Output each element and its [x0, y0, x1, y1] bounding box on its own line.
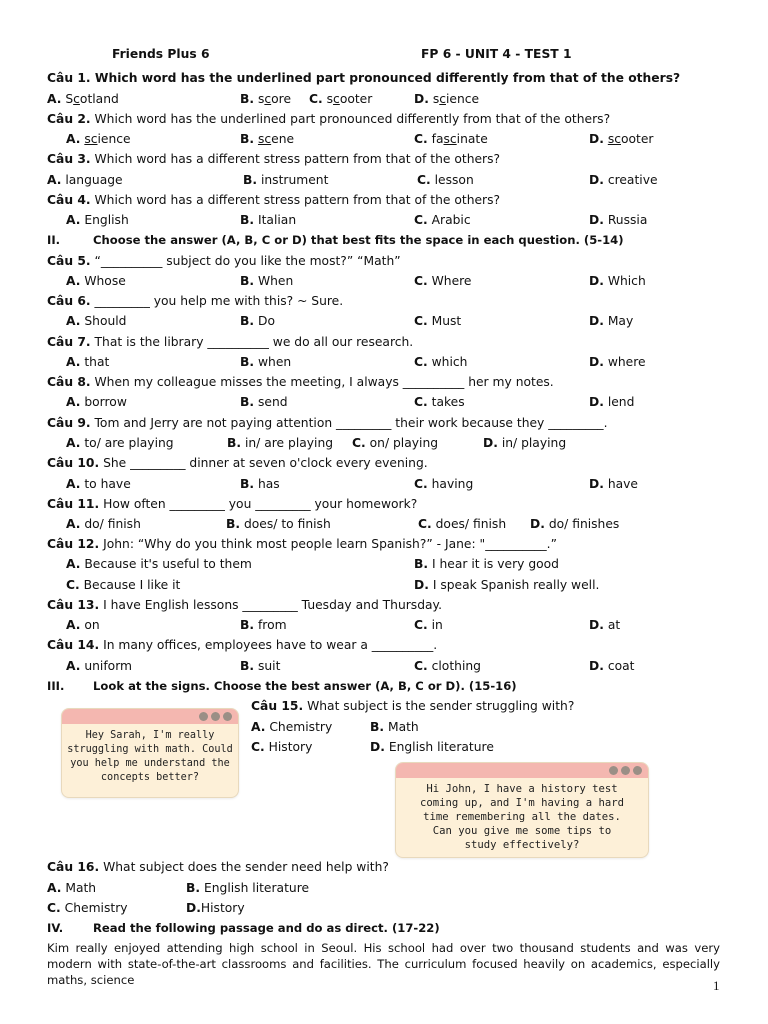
section-2-number: II.: [47, 233, 61, 247]
message-sign-1: [61, 708, 239, 798]
q5-option-c: C. Where: [414, 274, 472, 288]
q4-option-c: C. Arabic: [414, 213, 471, 227]
close-icon: [633, 766, 642, 775]
q3-option-d: D. creative: [589, 173, 658, 187]
question-1: Câu 1. Which word has the underlined part pronounced differently from that of the others?: [47, 71, 681, 85]
q2-option-b: B. scene: [240, 132, 295, 146]
q7-option-c: C. which: [414, 355, 468, 369]
page-number: 1: [713, 978, 720, 993]
q11-option-a: A. do/ finish: [66, 517, 141, 531]
q15-option-c: C. History: [251, 740, 313, 754]
q13-option-b: B. from: [240, 618, 287, 632]
q11-option-d: D. do/ finishes: [530, 517, 620, 531]
close-icon: [223, 712, 232, 721]
section-4-number: IV.: [47, 921, 64, 935]
q1-option-a: A. Scotland: [47, 92, 119, 106]
q1-option-c: C. scooter: [309, 92, 373, 106]
q13-option-a: A. on: [66, 618, 100, 632]
q8-option-a: A. borrow: [66, 395, 127, 409]
q1-option-d: D. science: [414, 92, 480, 106]
q16-option-d: D.History: [186, 901, 245, 915]
q9-option-a: A. to/ are playing: [66, 436, 174, 450]
q6-option-a: A. Should: [66, 314, 127, 328]
q2-option-d: D. scooter: [589, 132, 654, 146]
question-8: Câu 8. When my colleague misses the meeting, I always __________ her my notes.: [47, 375, 554, 389]
section-2-heading: Choose the answer (A, B, C or D) that best fits the space in each question. (5-14): [93, 233, 624, 247]
q5-option-d: D. Which: [589, 274, 646, 288]
question-16: Câu 16. What subject does the sender need help with?: [47, 860, 389, 874]
q16-option-a: A. Math: [47, 881, 97, 895]
question-12: Câu 12. John: “Why do you think most people learn Spanish?” - Jane: "__________.”: [47, 537, 557, 551]
question-3: Câu 3. Which word has a different stress pattern from that of the others?: [47, 152, 501, 166]
q15-option-b: B. Math: [370, 720, 419, 734]
question-11: Câu 11. How often _________ you _________ your homework?: [47, 497, 418, 511]
q10-option-d: D. have: [589, 477, 638, 491]
q10-option-c: C. having: [414, 477, 474, 491]
q8-option-c: C. takes: [414, 395, 465, 409]
q7-option-d: D. where: [589, 355, 646, 369]
q16-option-c: C. Chemistry: [47, 901, 128, 915]
question-2: Câu 2. Which word has the underlined part pronounced differently from that of the others?: [47, 112, 611, 126]
q6-option-d: D. May: [589, 314, 634, 328]
q10-option-a: A. to have: [66, 477, 131, 491]
q12-option-d: D. I speak Spanish really well.: [414, 578, 600, 592]
q8-option-b: B. send: [240, 395, 288, 409]
q6-option-b: B. Do: [240, 314, 275, 328]
minimize-icon: [199, 712, 208, 721]
maximize-icon: [621, 766, 630, 775]
question-10: Câu 10. She _________ dinner at seven o'clock every evening.: [47, 456, 428, 470]
q2-option-a: A. science: [66, 132, 131, 146]
reading-passage: Kim really enjoyed attending high school in Seoul. His school had over two thousand students and was very modern with state-of-the-art classrooms and facilities. The curriculum focused heavily on academics, especially maths, science: [47, 941, 720, 987]
q13-option-d: D. at: [589, 618, 621, 632]
q14-option-c: C. clothing: [414, 659, 481, 673]
q3-option-b: B. instrument: [243, 173, 329, 187]
q12-option-b: B. I hear it is very good: [414, 557, 559, 571]
note-message: Hi John, I have a history test coming up, and I'm having a hard time remembering all the dates. Can you give me some tips to study effectively?: [419, 783, 625, 851]
question-5: Câu 5. “__________ subject do you like the most?” “Math”: [47, 254, 401, 268]
q9-option-c: C. on/ playing: [352, 436, 439, 450]
q6-option-c: C. Must: [414, 314, 462, 328]
q4-option-b: B. Italian: [240, 213, 297, 227]
q12-option-c: C. Because I like it: [66, 578, 181, 592]
q5-option-b: B. When: [240, 274, 294, 288]
section-3-number: III.: [47, 679, 65, 693]
q2-option-c: C. fascinate: [414, 132, 488, 146]
q4-option-a: A. English: [66, 213, 129, 227]
q10-option-b: B. has: [240, 477, 280, 491]
q11-option-c: C. does/ finish: [418, 517, 507, 531]
note-message: Hey Sarah, I'm really struggling with math. Could you help me understand the concepts better?: [67, 730, 233, 783]
q5-option-a: A. Whose: [66, 274, 126, 288]
q7-option-b: B. when: [240, 355, 292, 369]
q3-option-c: C. lesson: [417, 173, 474, 187]
q3-option-a: A. language: [47, 173, 123, 187]
q12-option-a: A. Because it's useful to them: [66, 557, 252, 571]
question-15: Câu 15. What subject is the sender struggling with?: [251, 699, 575, 713]
question-4: Câu 4. Which word has a different stress pattern from that of the others?: [47, 193, 501, 207]
q14-option-b: B. suit: [240, 659, 281, 673]
q1-option-b: B. score: [240, 92, 292, 106]
q9-option-b: B. in/ are playing: [227, 436, 334, 450]
question-13: Câu 13. I have English lessons _________ Tuesday and Thursday.: [47, 598, 442, 612]
q9-option-d: D. in/ playing: [483, 436, 567, 450]
section-4-heading: Read the following passage and do as direct. (17-22): [93, 921, 440, 935]
question-6: Câu 6. _________ you help me with this? ~ Sure.: [47, 294, 344, 308]
section-3-heading: Look at the signs. Choose the best answer (A, B, C or D). (15-16): [93, 679, 517, 693]
maximize-icon: [211, 712, 220, 721]
q16-option-b: B. English literature: [186, 881, 310, 895]
q7-option-a: A. that: [66, 355, 110, 369]
note-titlebar: [396, 763, 648, 778]
question-7: Câu 7. That is the library __________ we do all our research.: [47, 335, 414, 349]
q8-option-d: D. lend: [589, 395, 635, 409]
q11-option-b: B. does/ to finish: [226, 517, 331, 531]
question-9: Câu 9. Tom and Jerry are not paying attention _________ their work because they _________.: [47, 416, 608, 430]
header-left: Friends Plus 6: [112, 47, 210, 61]
q13-option-c: C. in: [414, 618, 443, 632]
minimize-icon: [609, 766, 618, 775]
q14-option-d: D. coat: [589, 659, 635, 673]
q4-option-d: D. Russia: [589, 213, 648, 227]
note-titlebar: [62, 709, 238, 724]
header-right: FP 6 - UNIT 4 - TEST 1: [421, 47, 572, 61]
q15-option-d: D. English literature: [370, 740, 494, 754]
question-14: Câu 14. In many offices, employees have to wear a __________.: [47, 638, 438, 652]
q15-option-a: A. Chemistry: [251, 720, 333, 734]
q14-option-a: A. uniform: [66, 659, 133, 673]
message-sign-2: [395, 762, 649, 858]
